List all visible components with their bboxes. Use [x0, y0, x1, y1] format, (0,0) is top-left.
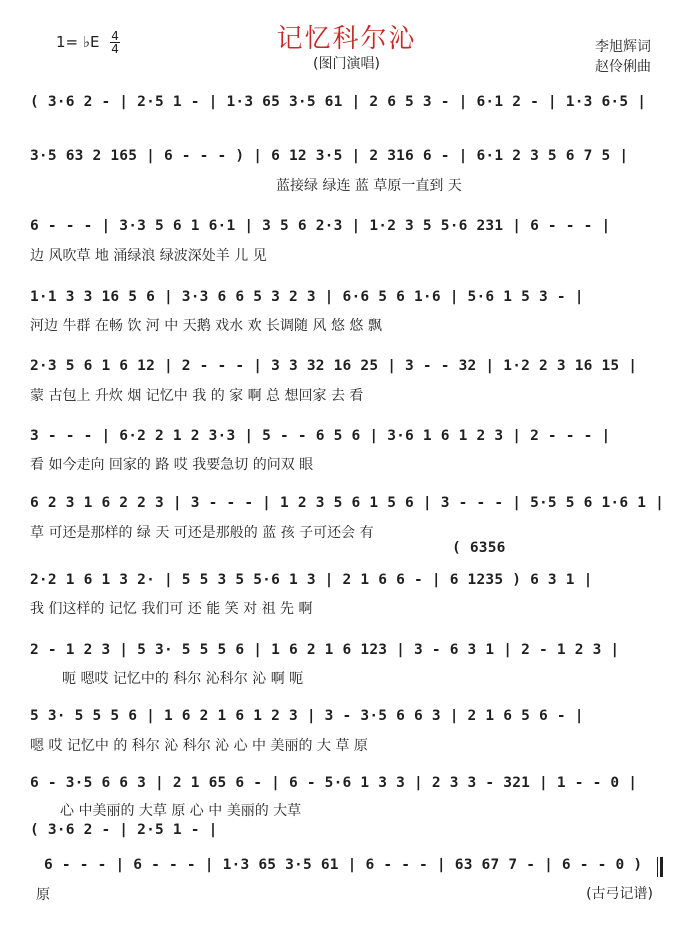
lyric-row-2: 蓝接绿 绿连 蓝 草原一直到 天: [276, 178, 462, 194]
notation-row-12: 6 - - - | 6 - - - | 1·3 65 3·5 61 | 6 - - - | 63 67 7 - | 6 - - 0 ): [44, 857, 643, 873]
notation-row-6: 3 - - - | 6·2 2 1 2 3·3 | 5 - - 6 5 6 | 3·6 1 6 1 2 3 | 2 - - - |: [30, 428, 611, 444]
song-title: 记忆科尔沁: [276, 24, 417, 54]
composer-credit: 赵伶俐曲: [595, 59, 651, 75]
time-bottom: 4: [111, 42, 119, 56]
lyricist-credit: 李旭辉词: [595, 39, 651, 55]
notation-row-2: 3·5 63 2 165 | 6 - - - ) | 6 12 3·5 | 2 316 6 - | 6·1 2 3 5 6 7 5 |: [30, 148, 629, 164]
lyric-row-3: 边 风吹草 地 涌绿浪 绿波深处羊 儿 见: [30, 248, 267, 264]
notation-row-11: 6 - 3·5 6 6 3 | 2 1 65 6 - | 6 - 5·6 1 3 3 | 2 3 3 - 321 | 1 - - 0 |: [30, 775, 638, 791]
lyric-row-10: 嗯 哎 记忆中 的 科尔 沁 科尔 沁 心 中 美丽的 大 草 原: [30, 738, 368, 754]
lyric-row-4: 河边 牛群 在畅 饮 河 中 天鹅 戏水 欢 长调随 风 悠 悠 飘: [30, 318, 382, 334]
key-note: ♭E: [82, 33, 100, 51]
transcriber-credit: (古弓记谱): [586, 886, 653, 902]
notation-row-10: 5 3· 5 5 5 6 | 1 6 2 1 6 1 2 3 | 3 - 3·5 6 6 3 | 2 1 6 5 6 - |: [30, 708, 584, 724]
singer-credit: (图门演唱): [313, 56, 380, 72]
key-prefix: 1=: [56, 33, 79, 51]
notation-row-8: 2·2 1 6 1 3 2· | 5 5 3 5 5·6 1 3 | 2 1 6 6 - | 6 1235 ) 6 3 1 |: [30, 572, 593, 588]
lyric-row-9: 呃 嗯哎 记忆中的 科尔 沁科尔 沁 啊 呃: [62, 671, 304, 687]
lyric-row-6: 看 如今走向 回家的 路 哎 我要急切 的问双 眼: [30, 457, 314, 473]
notation-interlude: ( 6356: [452, 540, 506, 556]
notation-row-1: ( 3·6 2 - | 2·5 1 - | 1·3 65 3·5 61 | 2 6 5 3 - | 6·1 2 - | 1·3 6·5 |: [30, 94, 647, 110]
notation-row-9: 2 - 1 2 3 | 5 3· 5 5 5 6 | 1 6 2 1 6 123 | 3 - 6 3 1 | 2 - 1 2 3 |: [30, 642, 620, 658]
lyric-row-11: 心 中美丽的 大草 原 心 中 美丽的 大草: [60, 803, 302, 819]
notation-reprise: ( 3·6 2 - | 2·5 1 - |: [30, 822, 218, 838]
lyric-row-7: 草 可还是那样的 绿 天 可还是那般的 蓝 孩 子可还会 有: [30, 525, 374, 541]
time-top: 4: [111, 29, 119, 43]
lyric-row-5: 蒙 古包上 升炊 烟 记忆中 我 的 家 啊 总 想回家 去 看: [30, 388, 364, 404]
notation-row-4: 1·1 3 3 16 5 6 | 3·3 6 6 5 3 2 3 | 6·6 5 6 1·6 | 5·6 1 5 3 - |: [30, 289, 584, 305]
notation-row-3: 6 - - - | 3·3 5 6 1 6·1 | 3 5 6 2·3 | 1·2 3 5 5·6 231 | 6 - - - |: [30, 218, 611, 234]
final-barline: [657, 857, 663, 877]
lyric-row-8: 我 们这样的 记忆 我们可 还 能 笑 对 祖 先 啊: [30, 601, 313, 617]
lyric-row-12: 原: [36, 887, 50, 903]
notation-row-5: 2·3 5 6 1 6 12 | 2 - - - | 3 3 32 16 25 | 3 - - 32 | 1·2 2 3 16 15 |: [30, 358, 638, 374]
notation-row-7: 6 2 3 1 6 2 2 3 | 3 - - - | 1 2 3 5 6 1 5 6 | 3 - - - | 5·5 5 6 1·6 1 |: [30, 495, 665, 511]
